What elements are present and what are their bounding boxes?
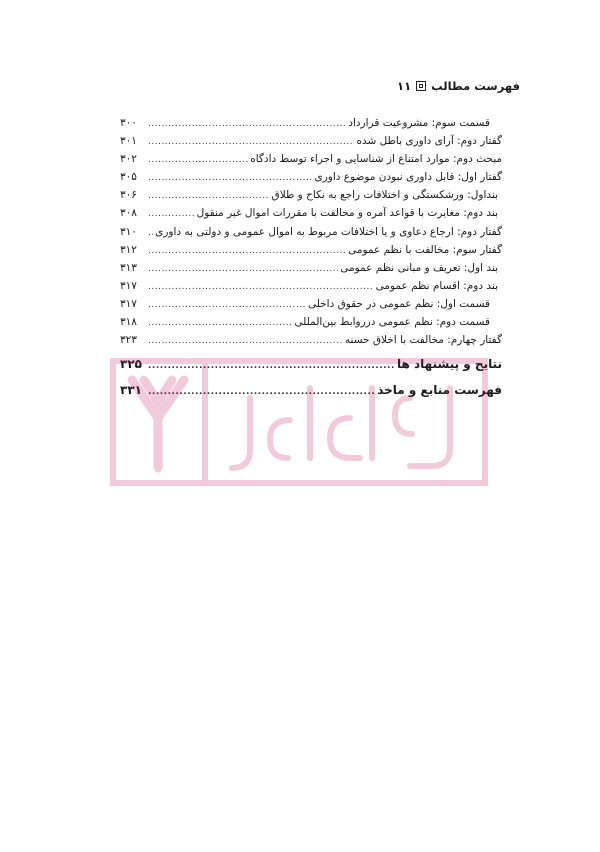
toc-entry-page: ۳۳۱ xyxy=(120,383,142,398)
toc-entry xyxy=(120,379,502,401)
toc-leader-dots xyxy=(148,169,313,187)
toc-entry-page: ۳۱۳ xyxy=(120,261,137,274)
toc-leader-dots xyxy=(148,332,343,350)
toc-entry-title: بند دوم: اقسام نظم عمومی xyxy=(375,279,498,292)
toc-entry-title: گفتار دوم: ارجاع دعاوی و یا اختلافات مربوط به اموال عمومی و دولتی به داوری xyxy=(155,225,502,238)
toc-entry-title: مبحث دوم: موارد امتناع از شناسایی و اجراء توسط دادگاه xyxy=(250,153,502,166)
toc-entry-title: گفتار دوم: آرای داوری باطل شده xyxy=(356,135,502,148)
toc-entry-title: بنداول: ورشکستگی و اختلافات راجع به نکاح و طلاق xyxy=(271,189,498,202)
toc-entry xyxy=(120,204,502,222)
toc-entry-title: نتایج و پیشنهاد ها xyxy=(397,357,502,372)
toc-entry-title: قسمت دوم: نظم عمومی درروابط بین‌المللی xyxy=(294,316,490,329)
toc-entry-page: ۳۰۸ xyxy=(120,207,137,220)
toc-entry-title: بند دوم: مغایرت با قواعد آمره و مخالفت با مقررات اموال غیر منقول xyxy=(196,207,498,220)
toc-entry-page: ۳۰۱ xyxy=(120,135,137,148)
toc-entry xyxy=(120,132,502,150)
toc-entry-title: گفتار سوم: مخالفت با نظم عمومی xyxy=(348,243,502,256)
toc-leader-dots xyxy=(148,296,306,314)
toc-entry xyxy=(120,295,502,313)
toc-entry-page: ۳۱۷ xyxy=(120,279,137,292)
toc-entry xyxy=(120,259,502,277)
toc-entry-page: ۳۰۲ xyxy=(120,153,137,166)
toc-entry xyxy=(120,353,502,375)
toc-entry-page: ۳۲۵ xyxy=(120,357,142,372)
toc-entry xyxy=(120,114,502,132)
table-of-contents xyxy=(120,114,502,401)
toc-entry-page: ۳۰۰ xyxy=(120,117,137,129)
toc-entry-title: گفتار چهارم: مخالفت با اخلاق حسنه xyxy=(344,334,502,347)
toc-leader-dots xyxy=(148,242,346,260)
toc-entry xyxy=(120,313,502,331)
toc-entry xyxy=(120,277,502,295)
toc-entry-title: گفتار اول: قابل داوری نبودن موضوع داوری xyxy=(314,171,502,184)
header-title: فهرست مطالب xyxy=(431,79,520,93)
toc-leader-dots xyxy=(148,260,338,278)
toc-leader-dots xyxy=(148,115,346,133)
toc-entry xyxy=(120,168,502,186)
toc-entry-title: قسمت اول: نظم عمومی در حقوق داخلی xyxy=(307,297,490,310)
toc-leader-dots xyxy=(148,314,292,332)
toc-entry-title: قسمت سوم: مشروعیت قرارداد xyxy=(348,117,490,129)
toc-entry-page: ۳۰۶ xyxy=(120,189,137,202)
toc-entry-page: ۳۲۳ xyxy=(120,334,137,347)
toc-entry-page: ۳۱۰ xyxy=(120,225,137,238)
toc-leader-dots xyxy=(148,278,374,296)
toc-entry xyxy=(120,150,502,168)
toc-entry-page: ۳۰۵ xyxy=(120,171,137,184)
toc-leader-dots xyxy=(148,133,354,151)
toc-leader-dots xyxy=(148,205,195,223)
toc-entry-title: فهرست منابع و ماخذ xyxy=(377,383,502,398)
toc-leader-dots xyxy=(148,151,248,169)
toc-entry-title: بند اول: تعریف و مبانی نظم عمومی xyxy=(340,261,498,274)
toc-entry xyxy=(120,223,502,241)
toc-entry xyxy=(120,186,502,204)
toc-entry-page: ۳۱۲ xyxy=(120,243,137,256)
book-square-icon xyxy=(416,81,426,91)
toc-entry-page: ۳۱۷ xyxy=(120,297,137,310)
toc-entry xyxy=(120,241,502,259)
toc-leader-dots xyxy=(148,224,153,242)
toc-leader-dots xyxy=(148,381,375,403)
toc-entry-page: ۳۱۸ xyxy=(120,316,137,329)
running-header xyxy=(80,79,520,93)
toc-entry xyxy=(120,331,502,349)
toc-leader-dots xyxy=(148,187,270,205)
toc-leader-dots xyxy=(148,355,395,377)
header-page-number: ۱۱ xyxy=(397,79,412,93)
